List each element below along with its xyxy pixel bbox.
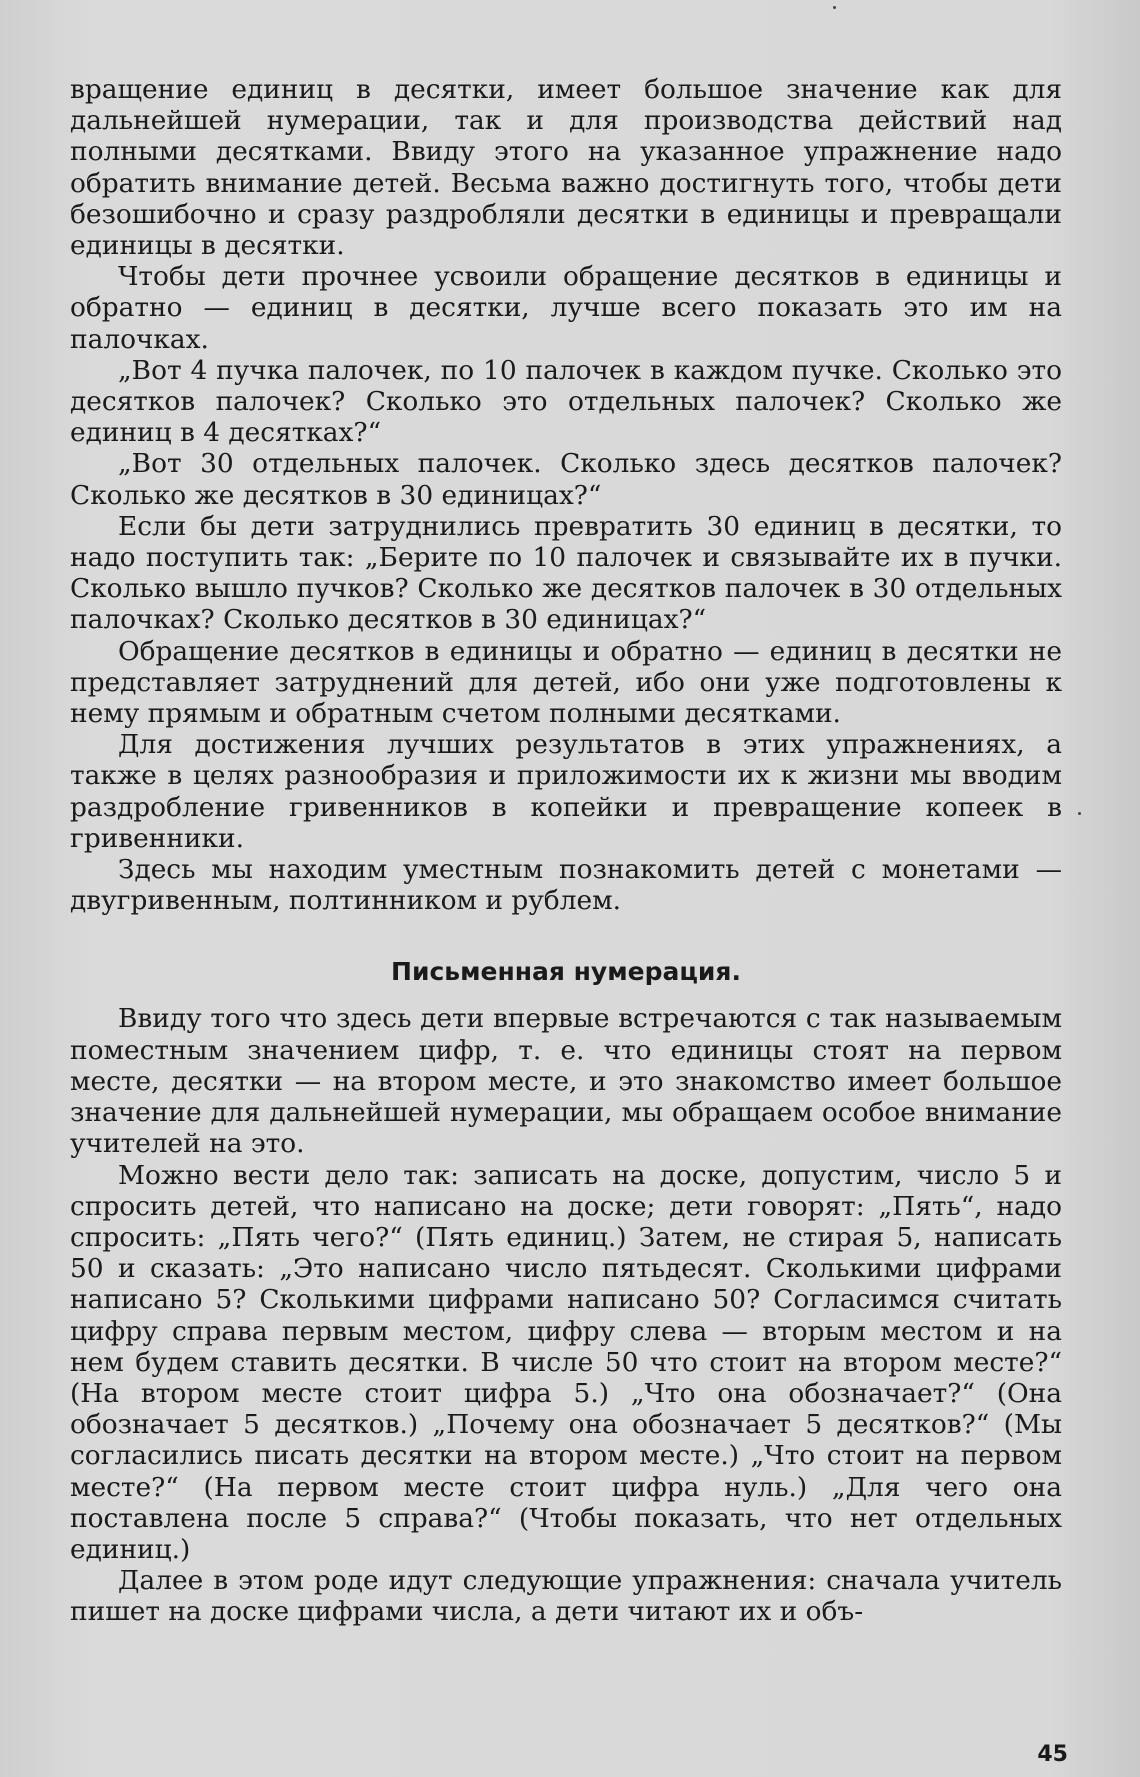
- paragraph: Здесь мы находим уместным познакомить детей с монетами — двугривенным, полтинником и рублем.: [70, 854, 1062, 917]
- paragraph: „Вот 30 отдельных палочек. Сколько здесь десятков палочек? Сколько же десятков в 30 единицах?“: [70, 448, 1062, 511]
- paragraph: Ввиду того что здесь дети впервые встречаются с так называемым поместным значением цифр, т. е. что единицы стоят на первом месте, десятки — на втором месте, и это знакомство имеет большое значение для дальнейшей нумерации, мы обращаем особое внимание учителей на это.: [70, 1003, 1062, 1160]
- paragraph: Для достижения лучших результатов в этих упражнениях, а также в целях разнообразия и приложимости их к жизни мы вводим раздробление гривенников в копейки и превращение копеек в гривенники.: [70, 729, 1062, 854]
- page-number: 45: [1037, 1742, 1068, 1767]
- paragraph: „Вот 4 пучка палочек, по 10 палочек в каждом пучке. Сколько это десятков палочек? Сколько это отдельных палочек? Сколько же единиц в 4 десятках?“: [70, 354, 1062, 449]
- print-speck: [1078, 812, 1081, 815]
- paragraph: вращение единиц в десятки, имеет большое значение как для дальнейшей нумерации, так и для производства действий над полными десятками. Ввиду этого на указанное упражнение надо обратить внимание детей. Весьма важно достигнуть того, чтобы дети безошибочно и сразу раздробляли десятки в единицы и превращали единицы в десятки.: [70, 74, 1062, 262]
- page-text: [70, 74, 1062, 1628]
- paragraph: Обращение десятков в единицы и обратно — единиц в десятки не представляет затруднений для детей, ибо они уже подготовлены к нему прямым и обратным счетом полными десятками.: [70, 635, 1062, 730]
- paragraph: Можно вести дело так: записать на доске, допустим, число 5 и спросить детей, что написано на доске; дети говорят: „Пять“, надо спросить: „Пять чего?“ (Пять единиц.) Затем, не стирая 5, написать 50 и сказать: „Это написано число пятьдесят. Сколькими цифрами написано 5? Сколькими цифрами написано 50? Согласимся считать цифру справа первым местом, цифру слева — вторым местом и на нем будем ставить десятки. В числе 50 что стоит на втором месте?“ (На втором месте стоит цифра 5.) „Что она обозначает?“ (Она обозначает 5 десятков.) „Почему она обозначает 5 десятков?“ (Мы согласились писать десятки на втором месте.) „Что стоит на первом месте?“ (На первом месте стоит цифра нуль.) „Для чего она поставлена после 5 справа?“ (Чтобы показать, что нет отдельных единиц.): [70, 1159, 1062, 1565]
- print-speck: [833, 6, 836, 9]
- paragraph: Если бы дети затруднились превратить 30 единиц в десятки, то надо поступить так: „Берите по 10 палочек и связывайте их в пучки. Сколько вышло пучков? Сколько же десятков палочек в 30 отдельных палочках? Сколько десятков в 30 единицах?“: [70, 510, 1062, 636]
- section-heading: Письменная нумерация.: [391, 957, 741, 987]
- paragraph: Далее в этом роде идут следующие упражнения: сначала учитель пишет на доске цифрами числа, а дети читают их и объ-: [70, 1565, 1062, 1628]
- paragraph: Чтобы дети прочнее усвоили обращение десятков в единицы и обратно — единиц в десятки, лучше всего показать это им на палочках.: [70, 261, 1062, 355]
